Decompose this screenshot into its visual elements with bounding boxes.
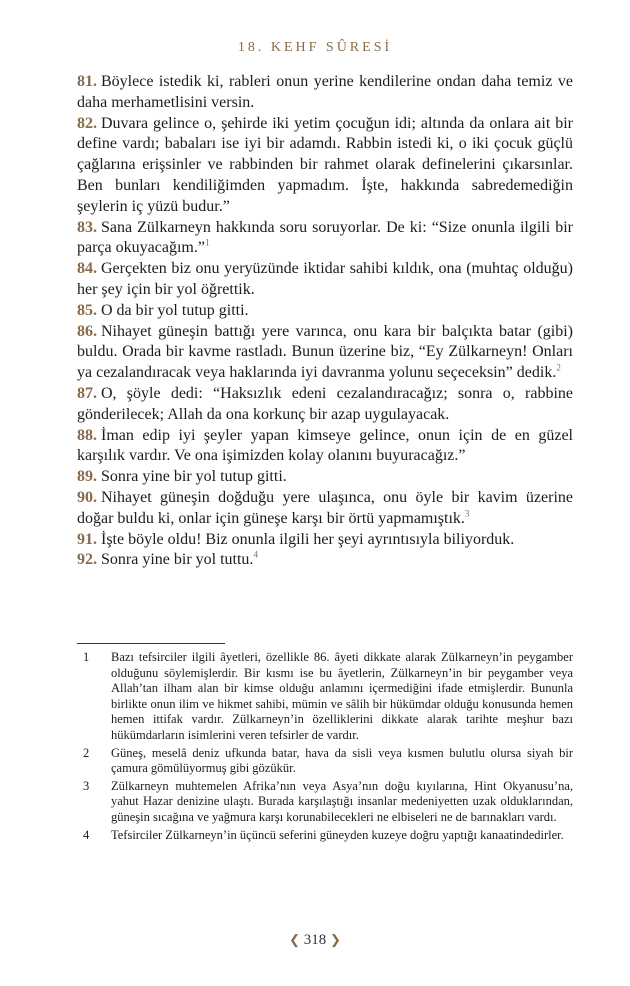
footnote <box>77 779 573 826</box>
footnote-number: 1 <box>83 650 90 664</box>
footnote-marker[interactable]: 2 <box>556 362 561 373</box>
verse-text: Gerçekten biz onu yeryüzünde iktidar sahibi kıldık, ona (muhtaç olduğu) her şey için bir yol öğrettik. <box>77 260 573 298</box>
verse-text: Böylece istedik ki, rableri onun yerine kendilerine ondan daha temiz ve daha merhametlisini versin. <box>77 73 573 111</box>
footnote-number: 2 <box>83 745 90 760</box>
verse-number: 91. <box>77 530 97 548</box>
footnote-text: Zülkarneyn muhtemelen Afrika’nın veya Asya’nın doğu kıyılarına, Hint Okyanusu’na, yahut Hazar denizine ulaştı. Burada karşılaştığı insanlar medeniyetten uzak olduklarından, güneşin sıcağına ve yağmura karşı korunabilecekleri ne elbiseleri ne de barınakları vardı. <box>111 778 573 824</box>
verse <box>77 426 573 468</box>
verse-number: 90. <box>77 488 97 506</box>
verse-number: 89. <box>77 468 97 486</box>
footnote-divider <box>77 643 225 644</box>
footnote-number: 3 <box>83 778 90 793</box>
verse-text: O, şöyle dedi: “Haksızlık edeni cezalandıracağız; sonra o, rabbine gönderilecek; Allah da ona korkunç bir azap uygulayacak. <box>77 384 573 423</box>
verse <box>77 72 573 114</box>
verse-number: 92. <box>77 551 97 569</box>
verse <box>77 550 573 571</box>
footnote-number: 4 <box>83 827 90 842</box>
footnote <box>77 746 573 777</box>
page-number-text: 318 <box>303 932 327 948</box>
verse-text: Sana Zülkarneyn hakkında soru soruyorlar. De ki: “Size onunla ilgili bir parça okuyacağım.” <box>77 218 573 257</box>
verse <box>77 530 573 551</box>
ornament-right-icon: ❯ <box>330 932 341 947</box>
verse <box>77 259 573 301</box>
verse <box>77 384 573 426</box>
verse <box>77 301 573 322</box>
verse <box>77 322 573 384</box>
footnote-text: Tefsirciler Zülkarneyn’in üçüncü seferini güneyden kuzeye doğru yaptığı kanaatindedirler. <box>111 827 564 842</box>
footnote <box>77 828 573 844</box>
verse-text: O da bir yol tutup gitti. <box>101 301 249 319</box>
verse-number: 87. <box>77 384 97 402</box>
ornament-left-icon: ❮ <box>289 932 300 947</box>
verse-list <box>77 72 573 571</box>
footnote-text: Bazı tefsirciler ilgili âyetleri, özellikle 86. âyeti dikkate alarak Zülkarneyn’in peygamber olduğunu söylemişlerdir. Bir kısmı ise bu âyetlerin, Zülkarneyn’in bir peygamber veya Allah’tan ilham alan bir kimse olduğu anlamını içermediğini ifade etmişlerdir. Bununla birlikte onun ilim ve hikmet sahibi, mümin ve sâlih bir hükümdar olduğu konusunda hemen hemen ittifak vardır. Zülkarneyn’in özelliklerini dikkate alarak tarihte meşhur bazı hükümdarların isimlerini veren tefsirler de vardır. <box>111 650 573 742</box>
running-header: 18. KEHF SÛRESİ <box>237 40 393 55</box>
verse-number: 84. <box>77 260 97 278</box>
footnote <box>77 650 573 744</box>
verse-number: 83. <box>77 218 97 236</box>
verse-number: 86. <box>77 322 97 340</box>
footnote-marker[interactable]: 3 <box>464 508 470 519</box>
verse-number: 85. <box>77 301 97 319</box>
verse-text: İman edip iyi şeyler yapan kimseye gelince, onun için de en güzel karşılık vardır. Ve ona işimizden kolay olanını buyuracağız.” <box>77 426 573 465</box>
verse-text: Sonra yine bir yol tutup gitti. <box>101 468 287 486</box>
verse-text: Nihayet güneşin battığı yere varınca, onu kara bir balçıkta batar (gibi) buldu. Orada bir kavme rastladı. Bunun üzerine biz, “Ey Zülkarneyn! Onları ya cezalandıracak veya haklarında iyi davranma yolunu seçeceksin” dedik. <box>77 322 573 382</box>
page-number <box>0 932 630 949</box>
verse-number: 88. <box>77 426 97 444</box>
footnote-list <box>77 650 573 845</box>
verse <box>77 488 573 530</box>
verse-text: Duvara gelince o, şehirde iki yetim çocuğun idi; altında da onlara ait bir define vardı; babaları ise iyi bir adamdı. Rabbin istedi ki, o iki çocuk güçlü çağlarına erişsinler ve rabbinden bir rahmet olarak definelerini çıkarsınlar. Ben bunları kendiliğimden yapmadım. İşte, hakkında sabredemediğin şeylerin iç yüzü budur.” <box>77 114 573 215</box>
footnote-text: Güneş, meselâ deniz ufkunda batar, hava da sisli veya kısmen bulutlu olursa siyah bir çamura gömülüyormuş gibi gözükür. <box>111 745 573 776</box>
footnote-marker[interactable]: 1 <box>204 238 210 249</box>
verse-text: Sonra yine bir yol tuttu. <box>101 551 254 569</box>
verse-text: Nihayet güneşin doğduğu yere ulaşınca, onu öyle bir kavim üzerine doğar buldu ki, onlar için güneşe karşı bir örtü yapmamıştık. <box>77 488 573 527</box>
verse-number: 81. <box>77 73 97 90</box>
verse-number: 82. <box>77 114 97 132</box>
footnote-marker[interactable]: 4 <box>253 550 258 560</box>
verse <box>77 467 573 488</box>
verse-text: İşte böyle oldu! Biz onunla ilgili her şeyi ayrıntısıyla biliyorduk. <box>101 530 515 548</box>
verse <box>77 114 573 218</box>
verse <box>77 218 573 260</box>
